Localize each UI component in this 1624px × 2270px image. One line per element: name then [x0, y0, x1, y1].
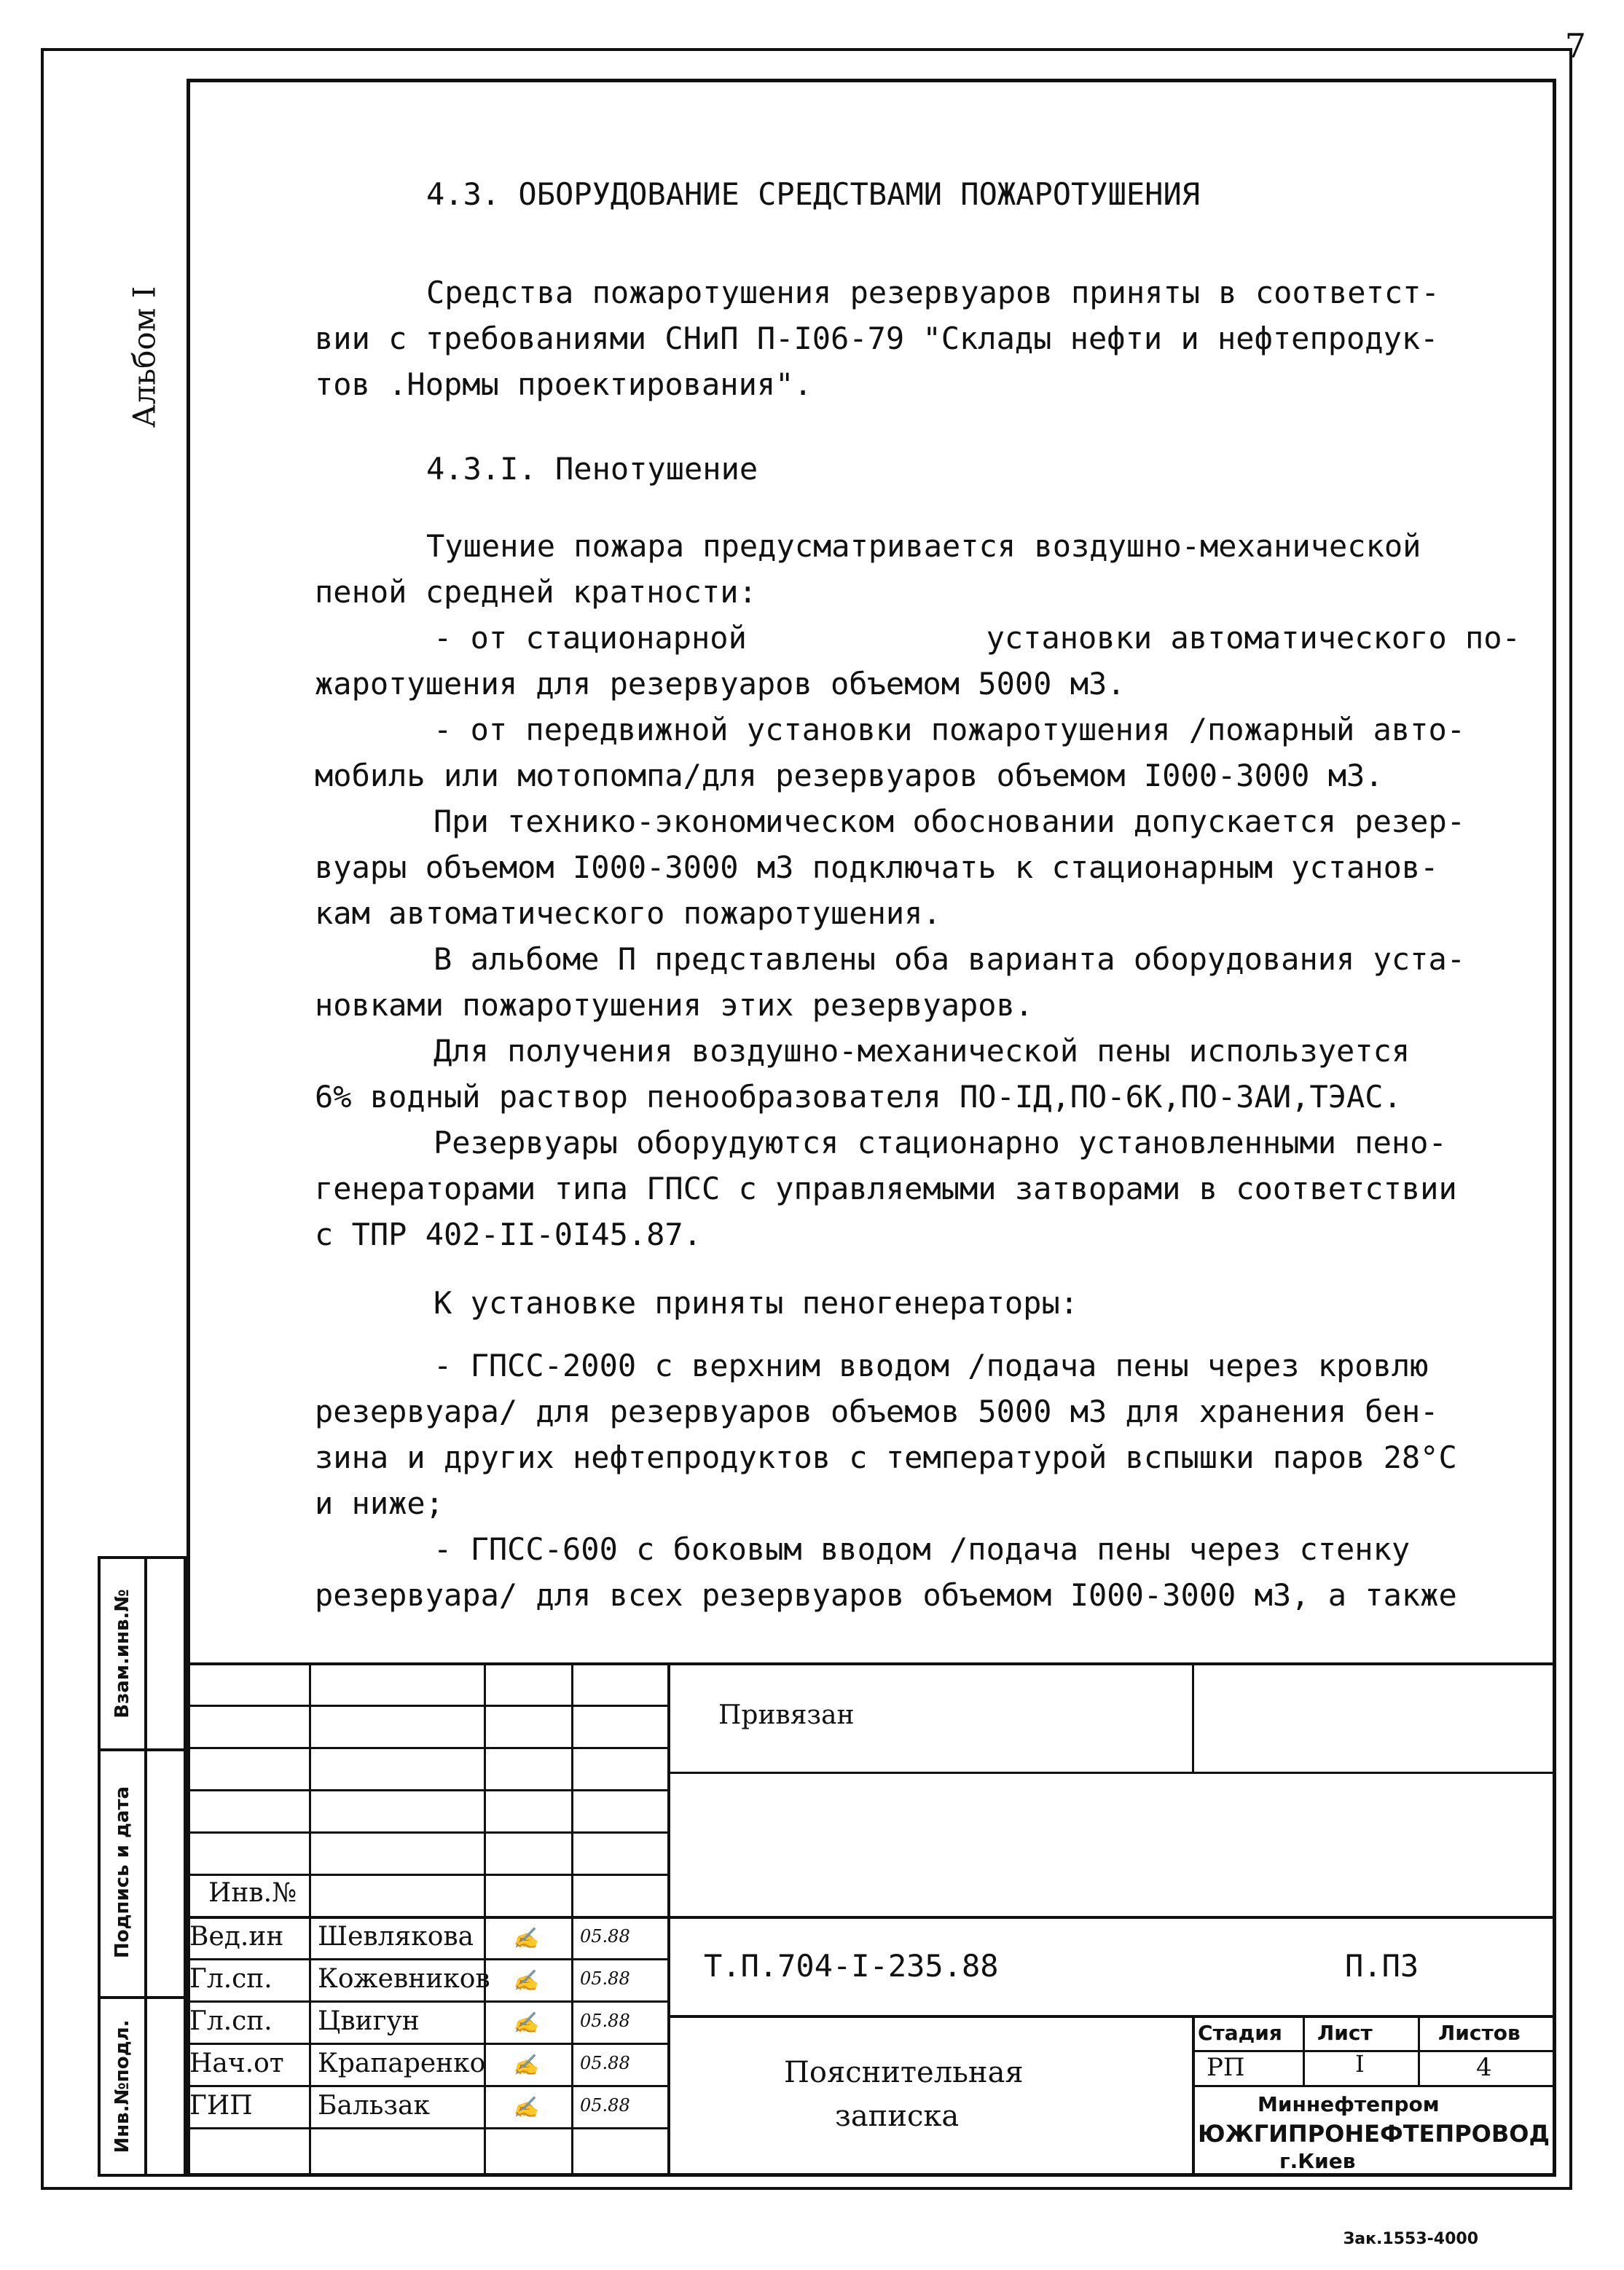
- body-line: резервуара/ для всех резервуаров объемом I000-3000 м3, а также: [315, 1577, 1457, 1613]
- stage-label: Стадия: [1198, 2021, 1282, 2045]
- sheets-value: 4: [1476, 2053, 1492, 2082]
- body-line: - ГПСС-600 с боковым вводом /подача пены через стенку: [434, 1531, 1411, 1567]
- body-line: - ГПСС-2000 с верхним вводом /подача пены через кровлю: [434, 1348, 1429, 1383]
- linked-label: Привязан: [718, 1700, 855, 1730]
- body-line: Для получения воздушно-механической пены используется: [434, 1033, 1411, 1069]
- document-title: Пояснительная: [784, 2056, 1024, 2089]
- body-line: При технико-экономическом обосновании допускается резер-: [434, 804, 1466, 839]
- para-line-1: Средства пожаротушения резервуаров приняты в соответст-: [426, 275, 1440, 310]
- signer-name: Кожевников: [318, 1964, 490, 1994]
- body-line: - от передвижной установки пожаротушения /пожарный авто-: [434, 712, 1466, 747]
- document-title-2: записка: [835, 2100, 960, 2133]
- body-line: и ниже;: [315, 1485, 444, 1521]
- sheet-label: Лист: [1317, 2021, 1373, 2045]
- body-line: генераторами типа ГПСС с управляемыми затворами в соответствии: [315, 1171, 1457, 1206]
- org-ministry: Миннефтепром: [1258, 2092, 1440, 2116]
- body-line: резервуара/ для резервуаров объемов 5000 м3 для хранения бен-: [315, 1394, 1439, 1429]
- signature: ✍: [513, 1968, 538, 1992]
- body-line: Резервуары оборудуются стационарно установленными пено-: [434, 1125, 1447, 1160]
- side-label-inventory: Инв.№подл.: [111, 2019, 133, 2153]
- body-line: 6% водный раствор пенообразователя ПО-IД,ПО-6К,ПО-ЗАИ,ТЭАС.: [315, 1079, 1402, 1115]
- album-label: [122, 233, 166, 481]
- sign-date: 05.88: [580, 1926, 630, 1947]
- sheet-value: I: [1355, 2050, 1365, 2078]
- body-line: мобиль или мотопомпа/для резервуаров объемом I000-3000 м3.: [315, 758, 1384, 793]
- sign-date: 05.88: [580, 1968, 630, 1989]
- para-line-3: тов .Нормы проектирования".: [315, 366, 812, 402]
- signature: ✍: [513, 2053, 538, 2077]
- body-line: кам автоматического пожаротушения.: [315, 895, 941, 931]
- body-line: зина и других нефтепродуктов с температурой вспышки паров 28°С: [315, 1440, 1457, 1475]
- signer-name: Шевлякова: [318, 1922, 474, 1952]
- role-label: Нач.от: [189, 2049, 284, 2078]
- signer-name: Бальзак: [318, 2091, 430, 2121]
- body-line: вуары объемом I000-3000 м3 подключать к стационарным установ-: [315, 849, 1439, 885]
- subsection-heading: 4.3.I. Пенотушение: [426, 451, 758, 487]
- sheets-label: Листов: [1438, 2021, 1521, 2045]
- body-line: К установке приняты пеногенераторы:: [434, 1285, 1079, 1321]
- side-label-signature: Подпись и дата: [111, 1786, 133, 1959]
- role-label: Вед.ин: [189, 1922, 284, 1952]
- body-line: Тушение пожара предусматривается воздушно-механической: [426, 528, 1421, 564]
- title-block: [187, 1662, 1556, 2177]
- stage-value: РП: [1207, 2053, 1245, 2082]
- signature: ✍: [513, 2011, 538, 2035]
- body-line: - от стационарной установки автоматического по-: [434, 620, 1521, 656]
- signature: ✍: [513, 1926, 538, 1950]
- section-heading: 4.3. ОБОРУДОВАНИЕ СРЕДСТВАМИ ПОЖАРОТУШЕНИЯ: [426, 176, 1201, 212]
- signature: ✍: [513, 2095, 538, 2119]
- para-line-2: вии с требованиями СНиП П-I06-79 "Склады нефти и нефтепродук-: [315, 321, 1439, 356]
- sign-date: 05.88: [580, 2053, 630, 2073]
- body-line: пеной средней кратности:: [315, 574, 757, 610]
- album-label-text: Альбом I: [126, 286, 162, 428]
- signer-name: Крапаренко: [318, 2049, 486, 2078]
- body-line: новками пожаротушения этих резервуаров.: [315, 987, 1034, 1023]
- page-number: 7: [1564, 26, 1586, 66]
- role-label: Гл.сп.: [189, 2006, 272, 2036]
- side-stamp: [98, 1556, 187, 2177]
- org-city: г.Киев: [1279, 2149, 1356, 2173]
- document-code: Т.П.704-I-235.88: [704, 1948, 999, 1984]
- org-institute: ЮЖГИПРОНЕФТЕПРОВОД: [1198, 2120, 1550, 2148]
- signer-name: Цвигун: [318, 2006, 420, 2036]
- body-line: жаротушения для резервуаров объемом 5000 м3.: [315, 666, 1126, 702]
- role-label: Гл.сп.: [189, 1964, 272, 1994]
- sheet-code: П.ПЗ: [1345, 1948, 1419, 1984]
- body-line: с ТПР 402-II-0I45.87.: [315, 1217, 702, 1252]
- sign-date: 05.88: [580, 2011, 630, 2031]
- inventory-label: Инв.№: [208, 1878, 297, 1908]
- sign-date: 05.88: [580, 2095, 630, 2116]
- body-line: В альбоме П представлены оба варианта оборудования уста-: [434, 941, 1466, 977]
- side-label-replacement: Взам.инв.№: [111, 1589, 133, 1719]
- print-order-note: Зак.1553-4000: [1343, 2230, 1478, 2248]
- role-label: ГИП: [189, 2091, 253, 2121]
